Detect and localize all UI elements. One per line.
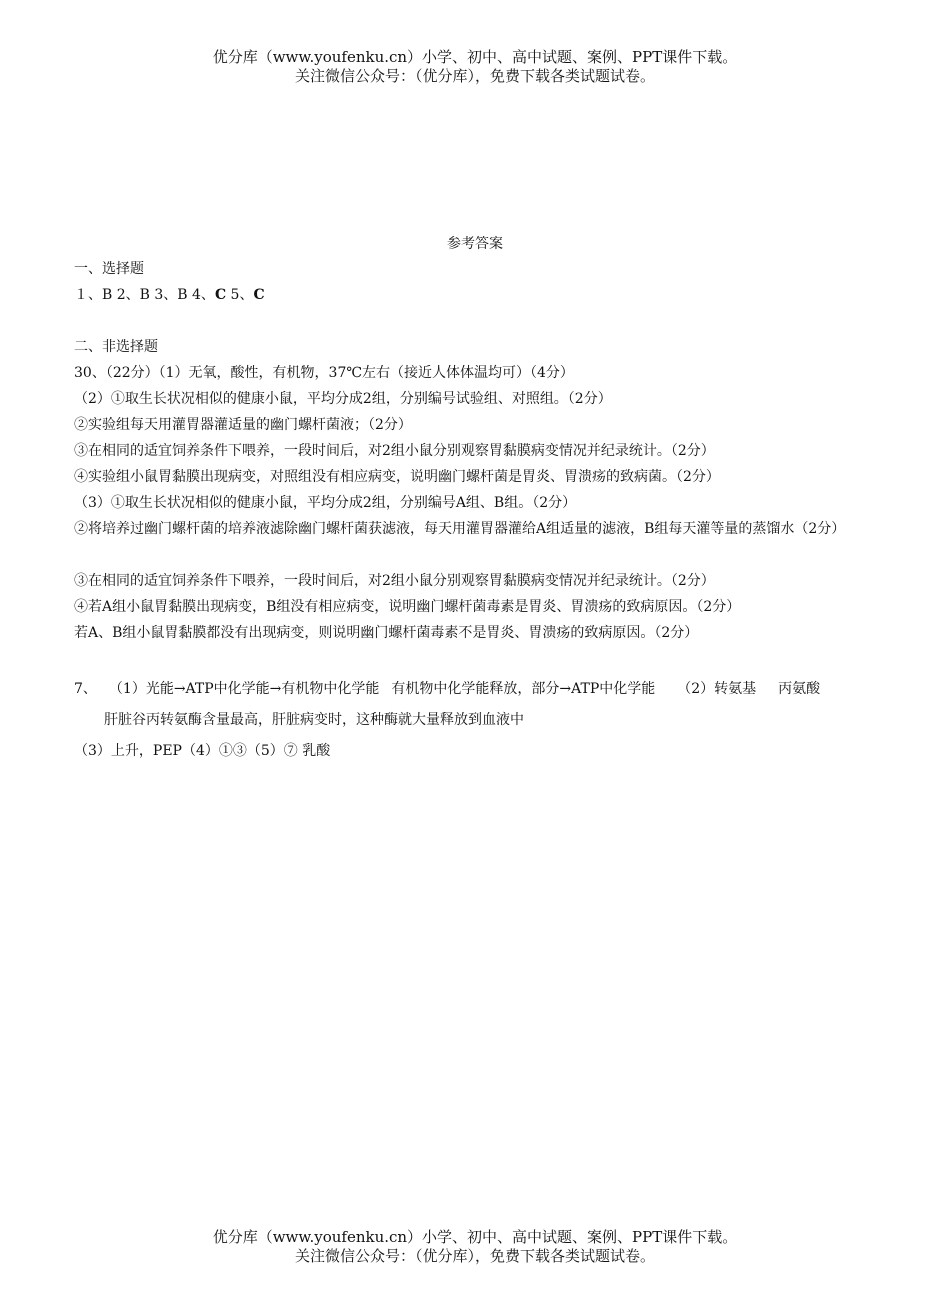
answer-line-6: （3）①取生长状况相似的健康小鼠，平均分成2组，分别编号A组、B组。（2分） — [74, 495, 577, 511]
footer-line-1: 优分库（www.youfenku.cn）小学、初中、高中试题、案例、PPT课件下载。 — [212, 1228, 738, 1246]
choice-answers-part-b: 5、 — [226, 287, 254, 303]
answer-line-9: ④若A组小鼠胃黏膜出现病变，B组没有相应病变，说明幽门螺杆菌毒素是胃炎、胃溃疡的致病原因。（2分） — [74, 599, 741, 615]
choice-answer-5: C — [253, 287, 265, 303]
choice-answer-4: C — [214, 287, 227, 303]
answer-line-2: （2）①取生长状况相似的健康小鼠，平均分成2组，分别编号试验组、对照组。（2分） — [74, 391, 612, 407]
q7-line-1 — [74, 676, 880, 702]
answer-line-1: 30、（22分）（1）无氧，酸性，有机物，37℃左右（接近人体体温均可）（4分） — [74, 365, 574, 381]
answer-line-10: 若A、B组小鼠胃黏膜都没有出现病变，则说明幽门螺杆菌毒素不是胃炎、胃溃疡的致病原因。（2分） — [74, 625, 699, 641]
answer-line-4: ③在相同的适宜饲养条件下喂养，一段时间后，对2组小鼠分别观察胃黏膜病变情况并纪录统计。（2分） — [74, 443, 715, 459]
header-banner — [0, 48, 950, 86]
q7-part-2: （2）转氨基 — [677, 681, 757, 697]
footer-banner — [0, 1228, 950, 1266]
banner-line-1: 优分库（www.youfenku.cn）小学、初中、高中试题、案例、PPT课件下载。 — [212, 48, 738, 66]
choice-answers-part-a: １、B 2、B 3、B 4、 — [74, 287, 215, 303]
answer-line-5: ④实验组小鼠胃黏膜出现病变，对照组没有相应病变，说明幽门螺杆菌是胃炎、胃溃疡的致病菌。（2分） — [74, 469, 720, 485]
banner-line-2: 关注微信公众号：（优分库），免费下载各类试题试卷。 — [294, 67, 655, 85]
q7-part-2b: 丙氨酸 — [778, 681, 821, 697]
answer-line-3: ②实验组每天用灌胃器灌适量的幽门螺杆菌液；（2分） — [74, 417, 412, 433]
page-title: 参考答案 — [447, 236, 503, 252]
answer-line-7: ②将培养过幽门螺杆菌的培养液滤除幽门螺杆菌获滤液，每天用灌胃器灌给A组适量的滤液，B组每天灌等量的蒸馏水（2分） — [74, 521, 846, 537]
q7-line-3: （3）上升，PEP（4）①③（5）⑦ 乳酸 — [74, 743, 331, 759]
q7-line-2: 肝脏谷丙转氨酶含量最高，肝脏病变时，这种酶就大量释放到血液中 — [104, 712, 524, 728]
section-1-heading: 一、选择题 — [74, 261, 144, 277]
q7-number: 7、 — [74, 681, 97, 697]
q7-part-1b: 有机物中化学能释放，部分→ATP中化学能 — [391, 681, 656, 697]
footer-line-2: 关注微信公众号：（优分库），免费下载各类试题试卷。 — [294, 1247, 655, 1265]
answer-line-8: ③在相同的适宜饲养条件下喂养，一段时间后，对2组小鼠分别观察胃黏膜病变情况并纪录统计。（2分） — [74, 573, 715, 589]
section-2-heading: 二、非选择题 — [74, 339, 158, 355]
choice-answers — [74, 282, 880, 308]
q7-part-1: （1）光能→ATP中化学能→有机物中化学能 — [108, 681, 380, 697]
